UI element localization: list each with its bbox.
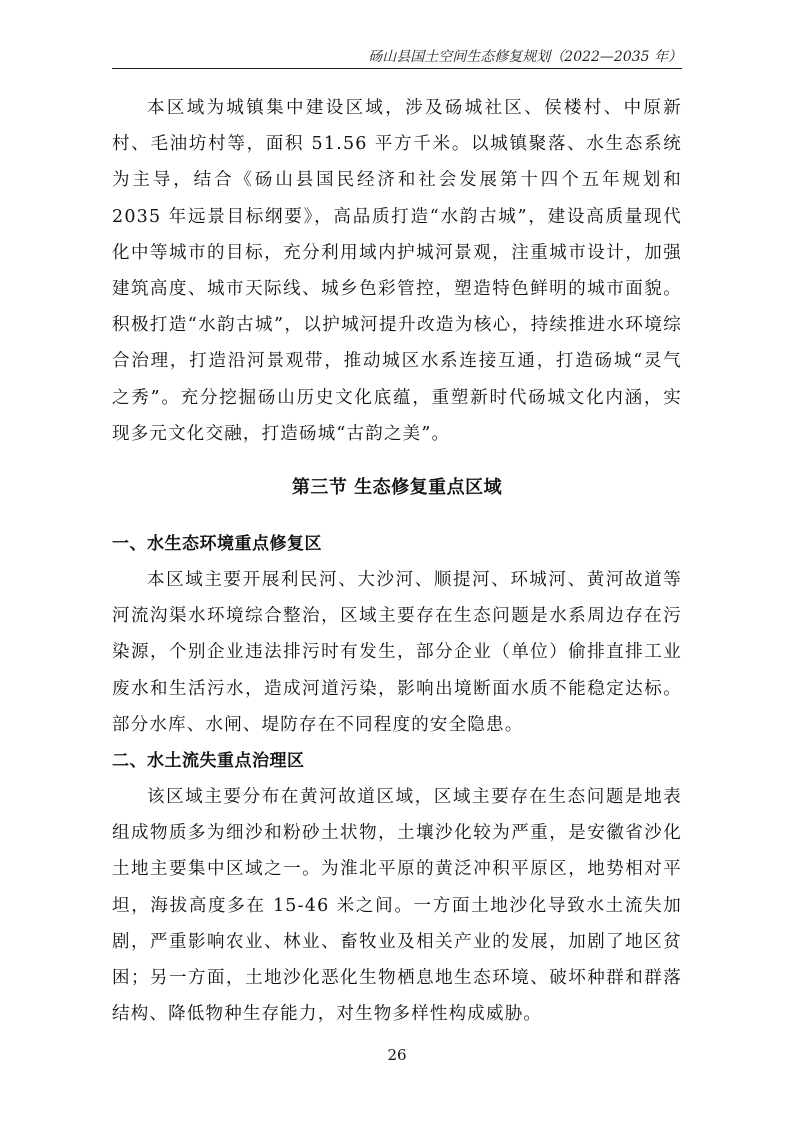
running-title: 砀山县国土空间生态修复规划（2022—2035 年）: [368, 49, 682, 65]
subsection-paragraph-2: 该区域主要分布在黄河故道区域，区域主要存在生态问题是地表组成物质多为细沙和粉砂土状物，土壤沙化较为严重，是安徽省沙化土地主要集中区域之一。为淮北平原的黄泛冲积平原区，地势相对平坦，海拔高度多在 15-46 米之间。一方面土地沙化导致水土流失加剧，严重影响农业、林业、畜牧业及相关产业的发展，加剧了地区贫困；另一方面，土地沙化恶化生物栖息地生态环境、破坏种群和群落结构、降低物种生存能力，对生物多样性构成威胁。: [112, 787, 682, 1025]
page-header: [112, 44, 682, 69]
subsection-heading-1: 一、水生态环境重点修复区: [112, 534, 322, 555]
page-content: [112, 90, 682, 1032]
subsection-heading-2: 二、水土流失重点治理区: [112, 751, 305, 772]
intro-paragraph: 本区域为城镇集中建设区域，涉及砀城社区、侯楼村、中原新村、毛油坊村等，面积 51.56 平方千米。以城镇聚落、水生态系统为主导，结合《砀山县国民经济和社会发展第十四个五年规划和 2035 年远景目标纲要》，高品质打造“水韵古城”，建设高质量现代化中等城市的目标，充分利用域内护城河景观，注重城市设计，加强建筑高度、城市天际线、城乡色彩管控，塑造特色鲜明的城市面貌。积极打造“水韵古城”，以护城河提升改造为核心，持续推进水环境综合治理，打造沿河景观带，推动城区水系连接互通，打造砀城“灵气之秀”。充分挖掘砀山历史文化底蕴，重塑新时代砀城文化内涵，实现多元文化交融，打造砀城“古韵之美”。: [112, 98, 682, 444]
section-title: 第三节 生态修复重点区域: [291, 477, 503, 499]
subsection-paragraph-1: 本区域主要开展利民河、大沙河、顺提河、环城河、黄河故道等河流沟渠水环境综合整治，区域主要存在生态问题是水系周边存在污染源，个别企业违法排污时有发生，部分企业（单位）偷排直排工业废水和生活污水，造成河道污染，影响出境断面水质不能稳定达标。部分水库、水闸、堤防存在不同程度的安全隐患。: [112, 570, 682, 735]
page-number: 26: [387, 1046, 407, 1064]
